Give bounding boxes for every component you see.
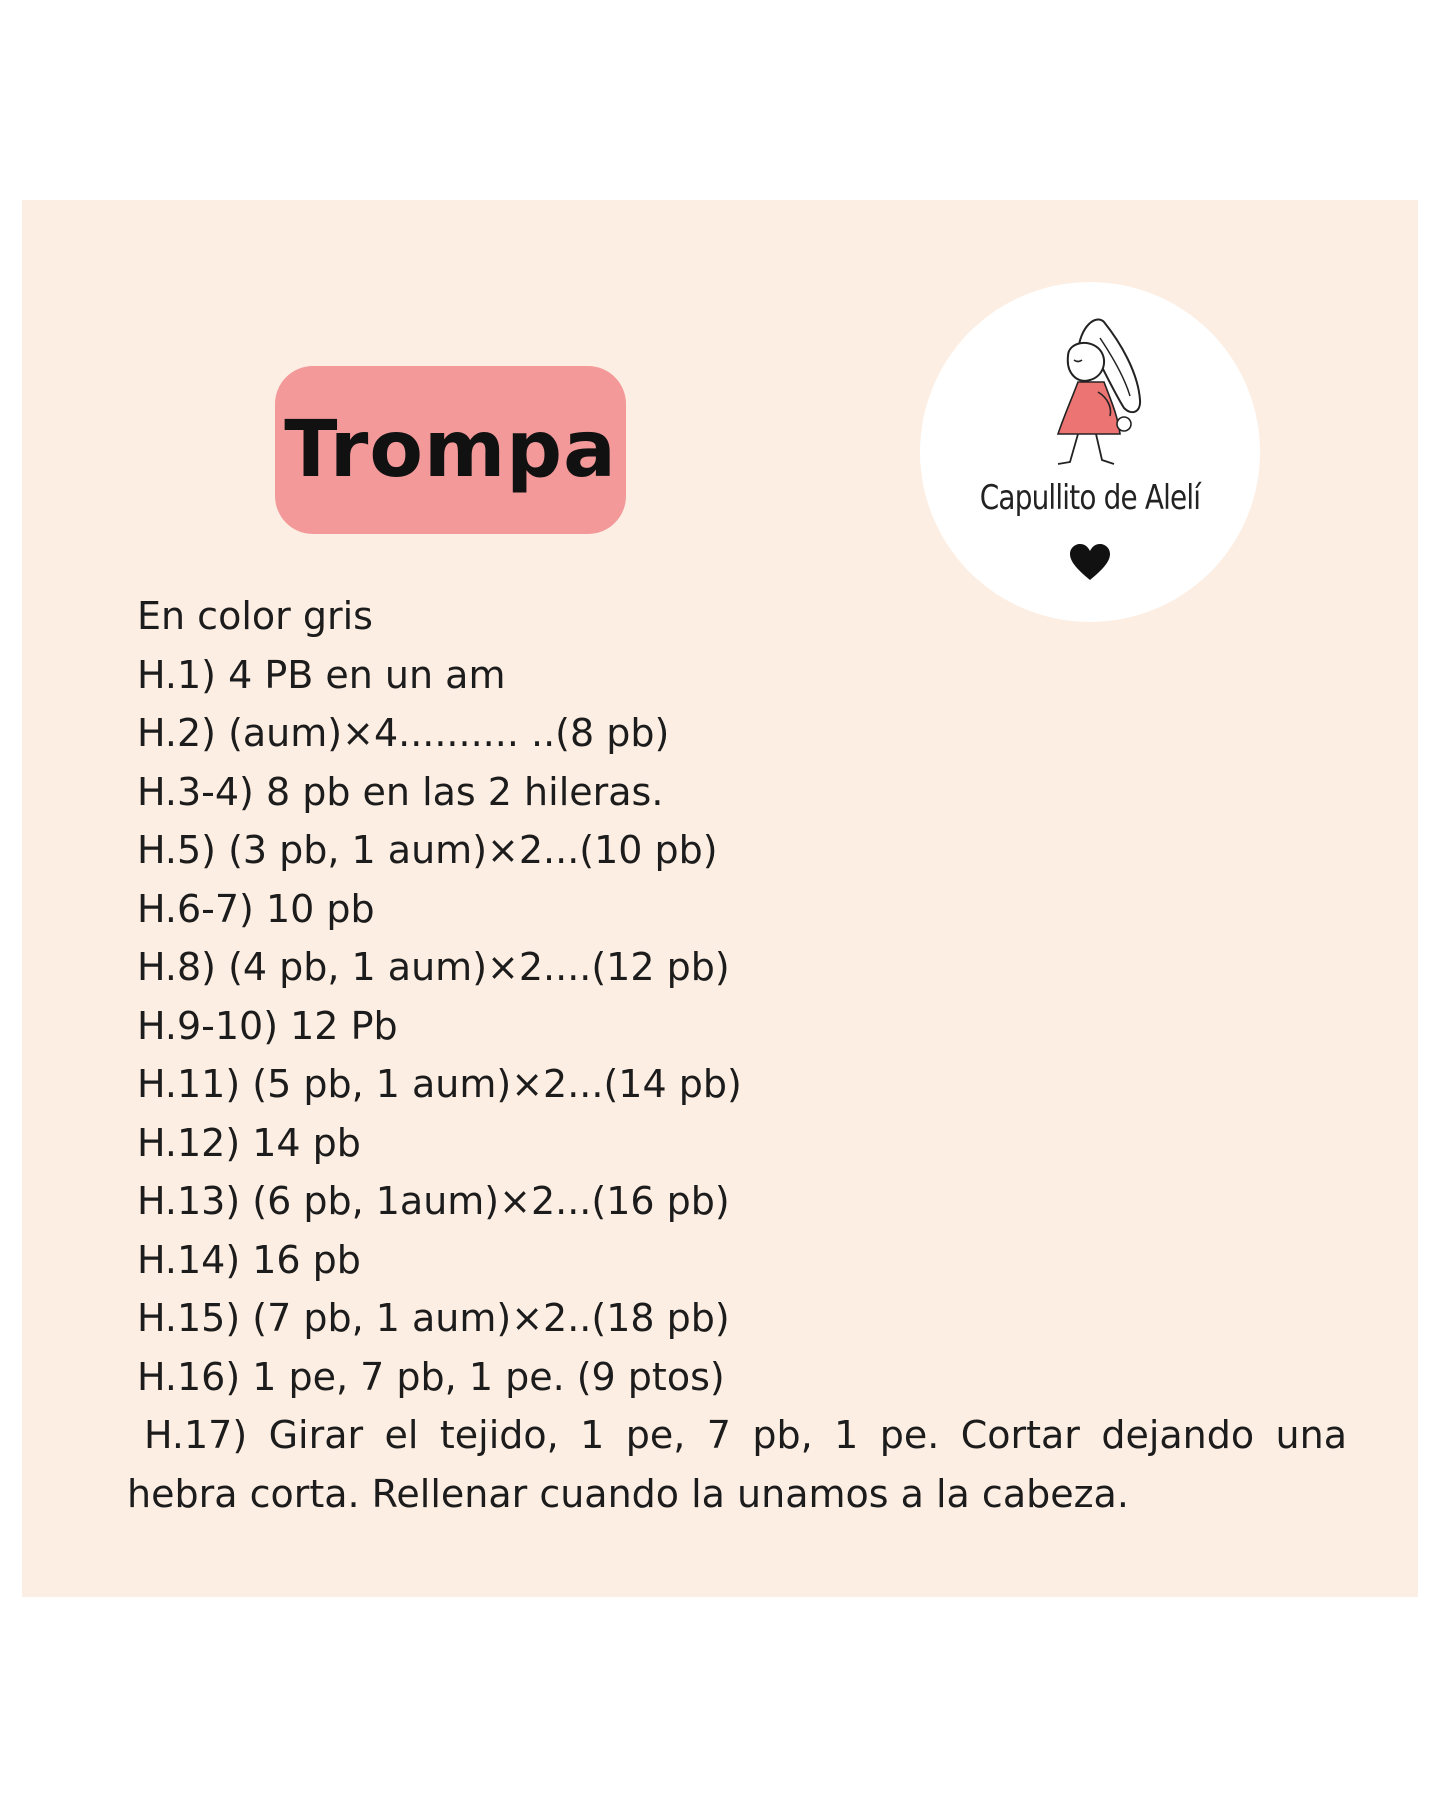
pattern-final-row: H.17) Girar el tejido, 1 pe, 7 pb, 1 pe. Cortar dejando una hebra corta. Rellenar cuando la unamos a la cabeza. bbox=[127, 1413, 1347, 1516]
pattern-row: H.5) (3 pb, 1 aum)×2...(10 pb) bbox=[137, 828, 718, 872]
pattern-row: H.2) (aum)×4.......... ..(8 pb) bbox=[137, 711, 670, 755]
title-badge bbox=[275, 366, 626, 534]
pattern-row: H.16) 1 pe, 7 pb, 1 pe. (9 ptos) bbox=[137, 1354, 725, 1399]
pattern-row: H.8) (4 pb, 1 aum)×2....(12 pb) bbox=[137, 945, 730, 989]
brand-name: Capullito de Alelí bbox=[979, 478, 1201, 518]
pattern-row: H.1) 4 PB en un am bbox=[137, 652, 506, 697]
pattern-row: H.9-10) 12 Pb bbox=[137, 1003, 398, 1048]
pattern-row: H.12) 14 pb bbox=[137, 1120, 361, 1165]
pattern-row: H.13) (6 pb, 1aum)×2...(16 pb) bbox=[137, 1179, 730, 1223]
brand-logo bbox=[920, 282, 1260, 622]
pattern-card bbox=[22, 200, 1418, 1597]
pattern-row: H.11) (5 pb, 1 aum)×2...(14 pb) bbox=[137, 1062, 742, 1106]
heart-icon bbox=[1070, 544, 1110, 582]
pattern-intro: En color gris bbox=[137, 594, 373, 638]
pattern-row: H.6-7) 10 pb bbox=[137, 886, 375, 931]
pattern-row: H.3-4) 8 pb en las 2 hileras. bbox=[137, 769, 664, 814]
pattern-instructions bbox=[127, 587, 1357, 1523]
pattern-row: H.15) (7 pb, 1 aum)×2..(18 pb) bbox=[137, 1296, 730, 1340]
page-title: Trompa bbox=[284, 405, 617, 495]
pattern-row: H.14) 16 pb bbox=[137, 1237, 361, 1282]
bunny-icon bbox=[1038, 312, 1148, 472]
